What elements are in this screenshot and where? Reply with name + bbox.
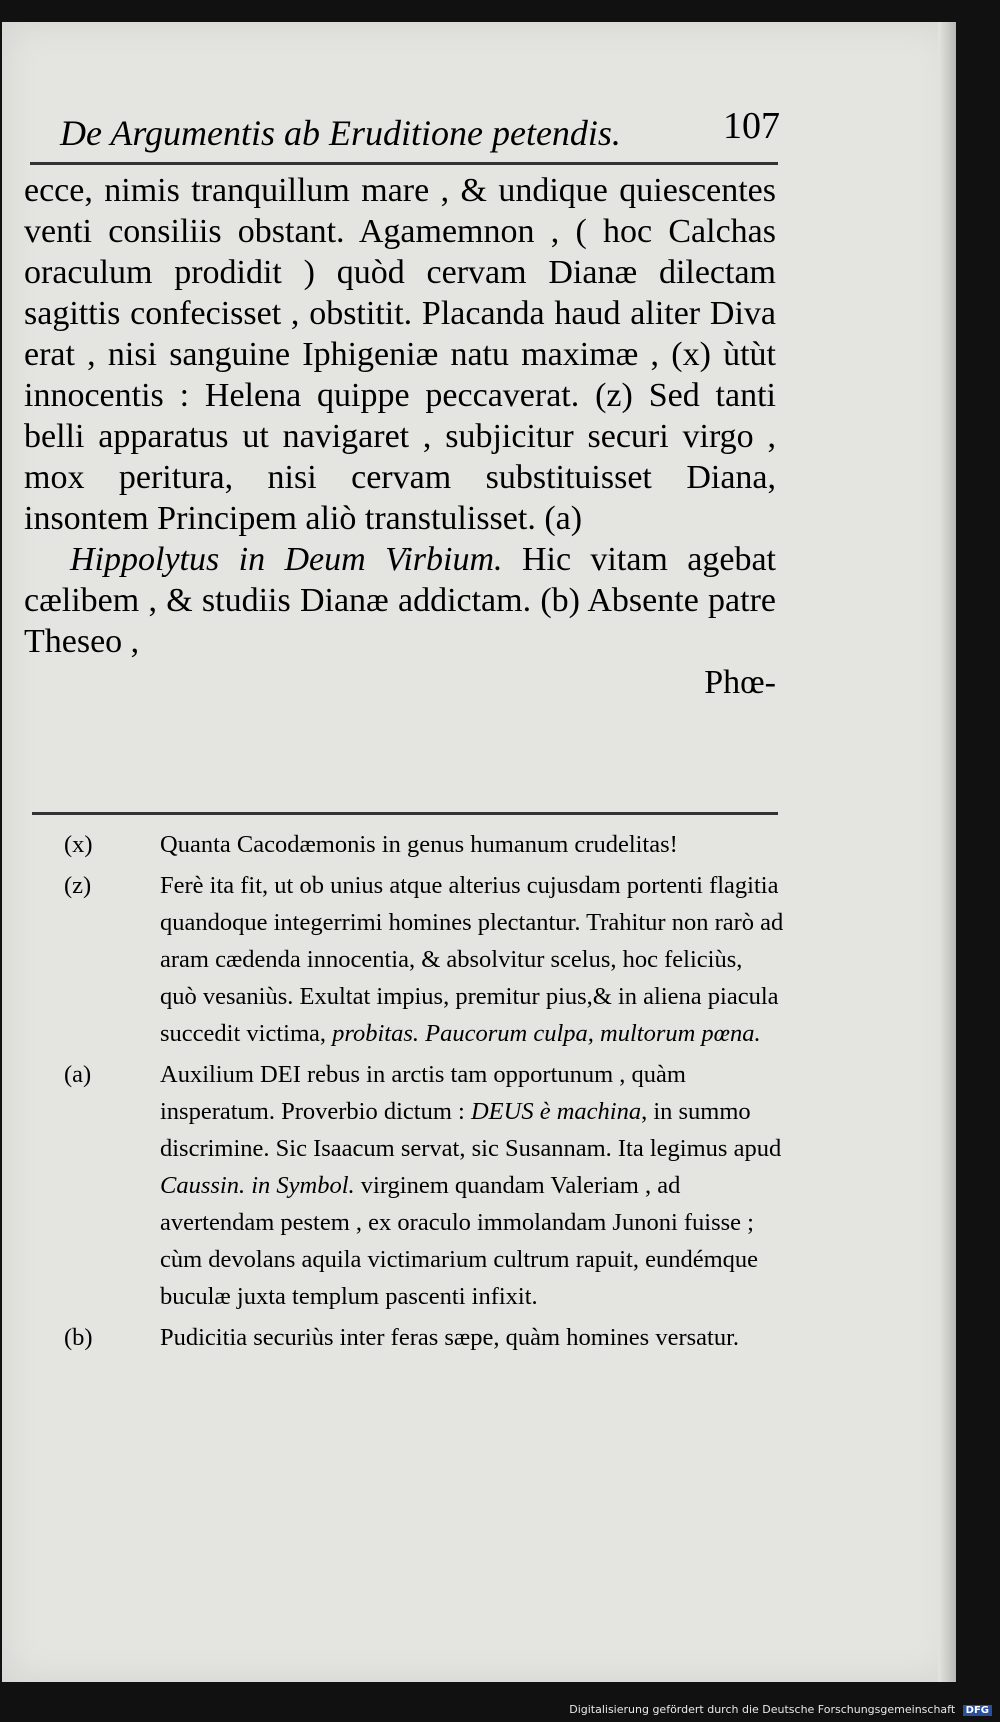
paragraph-2-title: Hippolytus in Deum Virbium. (70, 541, 503, 578)
page-number: 107 (723, 105, 780, 147)
footnote-rule (32, 812, 778, 815)
catchword: Phœ- (704, 664, 776, 701)
footnote-text: Pudicitia securiùs inter feras sæpe, quàm homines versatur. (160, 1324, 740, 1351)
footnote-text: Auxilium DEI rebus in arctis tam opportunum , quàm insperatum. Proverbio dictum : (160, 1061, 686, 1125)
footnote-text: virginem quandam Valeriam , ad avertendam pestem , ex oraculo immolandam Junoni fuisse ; cùm devolans aquila victimarium cultrum rapuit, eundémque buculæ juxta templum pascenti infixit. (160, 1172, 759, 1310)
footnotes (64, 826, 784, 1360)
page-header (60, 100, 780, 160)
dfg-logo: DFG (963, 1705, 992, 1716)
footnote-text: Ferè ita fit, ut ob unius atque alterius cujusdam portenti flagitia quandoque integerrimi homines plectantur. Trahitur non rarò ad aram cædenda innocentia, & absolvitur scelus, hoc feliciùs, quò vesaniùs. Exultat impius, premitur pius,& in aliena piacula succedit victima, (160, 872, 784, 1047)
footnote-italic: probitas. Paucorum culpa, multorum pœna. (332, 1020, 761, 1047)
footnote-b (64, 1319, 784, 1356)
footnote-italic: Caussin. in Symbol. (160, 1172, 355, 1199)
footnote-mark: (b) (64, 1324, 93, 1351)
footnote-x (64, 826, 784, 863)
credit-text: Digitalisierung gefördert durch die Deutsche Forschungsgemeinschaft (569, 1703, 956, 1716)
main-text (24, 170, 776, 703)
footnote-z (64, 867, 784, 1052)
digitization-credit (569, 1703, 992, 1716)
header-rule (30, 162, 778, 165)
footnote-mark: (z) (64, 872, 92, 899)
paragraph-1: ecce, nimis tranquillum mare , & undique quiescentes venti consiliis obstant. Agamemnon , ( hoc Calchas oraculum prodidit ) quòd cervam Dianæ dilectam sagittis confecisset , obstitit. Placanda haud aliter Diva erat , nisi sanguine Iphigeniæ natu maximæ , (x) ùtùt innocentis : Helena quippe peccaverat. (z) Sed tanti belli apparatus ut navigaret , subjicitur securi virgo , mox peritura, nisi cervam substituisset Diana, insontem Principem aliò transtulisset. (a) (24, 172, 776, 537)
running-title: De Argumentis ab Eruditione petendis. (60, 113, 621, 153)
page-edge-shadow (938, 22, 956, 1682)
footnote-mark: (x) (64, 831, 93, 858)
footnote-mark: (a) (64, 1061, 92, 1088)
footnote-text: , in summo discrimine. Sic Isaacum servat, sic Susannam. Ita legimus apud (160, 1098, 782, 1162)
paragraph-2 (24, 539, 776, 662)
footnote-text: Quanta Cacodæmonis in genus humanum crudelitas! (160, 831, 678, 858)
footnote-a (64, 1056, 784, 1315)
footnote-italic: DEUS è machina (470, 1098, 642, 1125)
paragraph-2-text: Hic vitam agebat cælibem , & studiis Dianæ addictam. (b) Absente patre Theseo , (24, 541, 776, 660)
